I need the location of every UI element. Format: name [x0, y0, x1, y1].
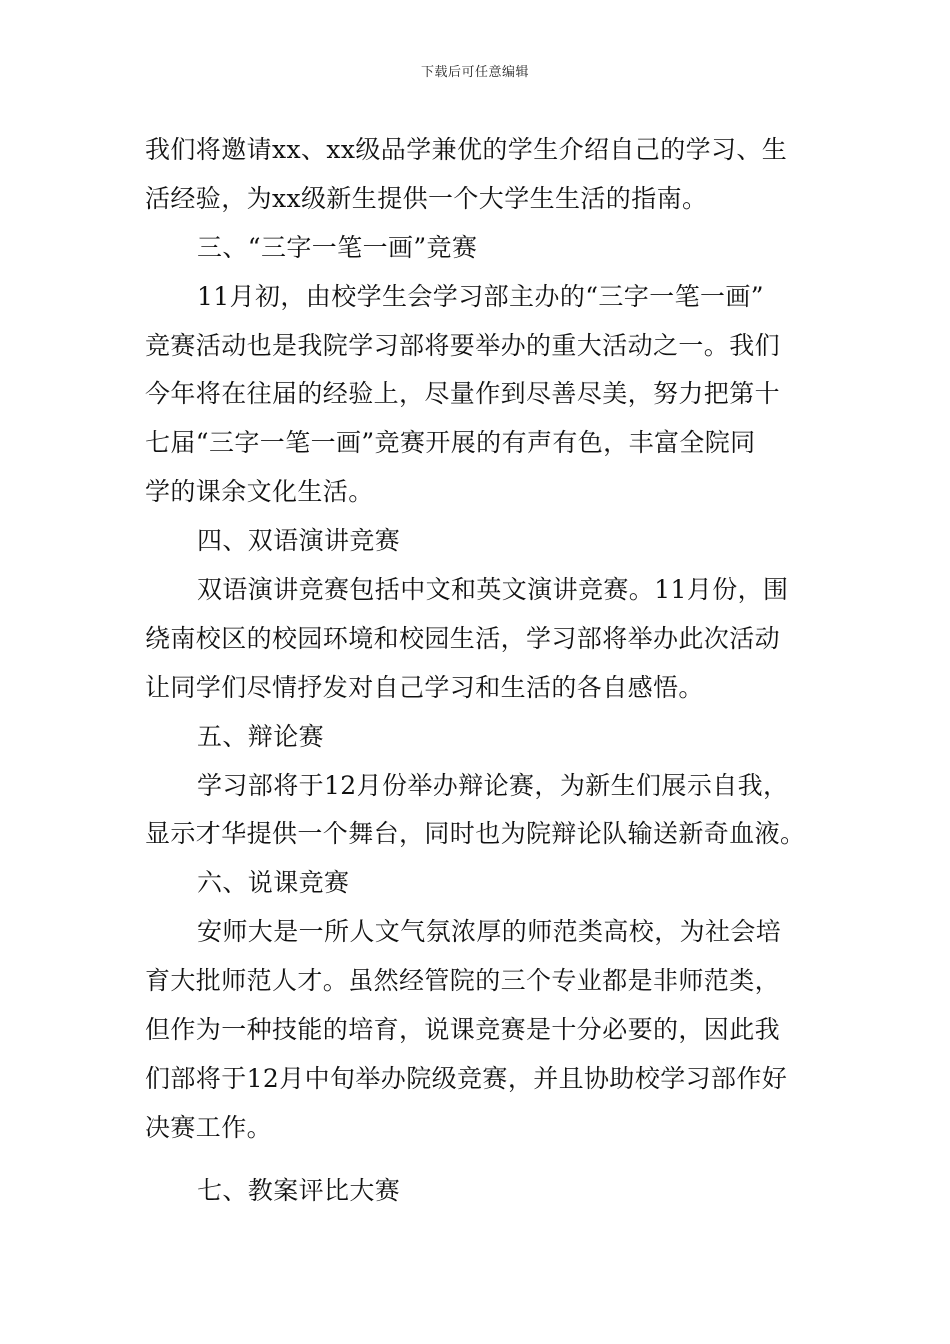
paragraph-line: 我们将邀请xx、xx级品学兼优的学生介绍自己的学习、生 — [145, 135, 788, 164]
section-heading: 六、说课竞赛 — [197, 868, 350, 898]
paragraph-line: 们部将于12月中旬举办院级竞赛，并且协助校学习部作好 — [145, 1063, 788, 1093]
paragraph-line: 11月初，由校学生会学习部主办的“三字一笔一画” — [197, 281, 764, 311]
section-heading: 三、“三字一笔一画”竞赛 — [197, 232, 478, 262]
paragraph-line: 让同学们尽情抒发对自己学习和生活的各自感悟。 — [145, 672, 704, 702]
document-body — [145, 126, 810, 1216]
paragraph-line: 竞赛活动也是我院学习部将要举办的重大活动之一。我们 — [145, 330, 781, 360]
section-heading: 七、教案评比大赛 — [197, 1175, 401, 1205]
paragraph-line: 但作为一种技能的培育，说课竞赛是十分必要的，因此我 — [145, 1015, 781, 1045]
section-heading: 四、双语演讲竞赛 — [197, 526, 401, 556]
paragraph-line: 活经验，为xx级新生提供一个大学生生活的指南。 — [145, 183, 708, 213]
page-header: 下载后可任意编辑 — [420, 65, 529, 80]
paragraph-line: 育大批师范人才。虽然经管院的三个专业都是非师范类， — [145, 966, 781, 996]
paragraph-line: 决赛工作。 — [145, 1112, 273, 1142]
paragraph-line: 今年将在往届的经验上，尽量作到尽善尽美，努力把第十 — [145, 379, 781, 409]
paragraph-line: 学的课余文化生活。 — [145, 477, 374, 507]
paragraph-line: 安师大是一所人文气氛浓厚的师范类高校，为社会培 — [197, 917, 782, 947]
paragraph-line: 显示才华提供一个舞台，同时也为院辩论队输送新奇血液。 — [145, 819, 806, 849]
section-heading: 五、辩论赛 — [197, 721, 325, 751]
paragraph-line: 学习部将于12月份举办辩论赛，为新生们展示自我， — [197, 770, 789, 800]
paragraph-line: 七届“三字一笔一画”竞赛开展的有声有色，丰富全院同 — [145, 428, 756, 458]
paragraph-line: 双语演讲竞赛包括中文和英文演讲竞赛。11月份，围 — [197, 575, 789, 605]
paragraph-line: 绕南校区的校园环境和校园生活，学习部将举办此次活动 — [145, 623, 781, 653]
